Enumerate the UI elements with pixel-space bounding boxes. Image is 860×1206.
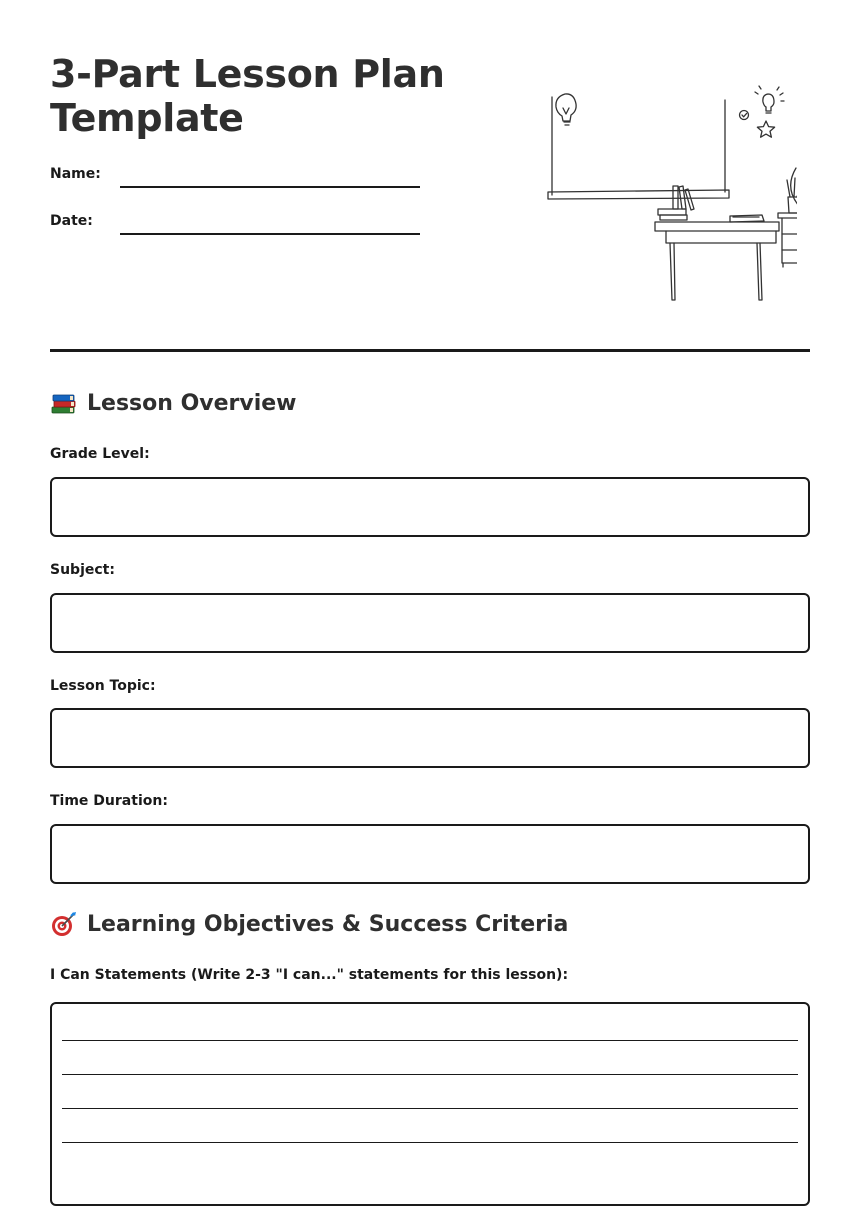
write-line xyxy=(62,1108,798,1109)
write-line xyxy=(62,1142,798,1143)
page-title: 3-Part Lesson Plan Template xyxy=(50,52,445,140)
name-row xyxy=(50,166,420,196)
books-icon xyxy=(50,389,78,417)
subject-input[interactable] xyxy=(50,593,810,653)
name-field[interactable] xyxy=(120,186,420,188)
lesson-overview-heading xyxy=(50,389,297,417)
i-can-statements-label: I Can Statements (Write 2-3 "I can..." statements for this lesson): xyxy=(50,967,569,983)
write-line xyxy=(62,1040,798,1041)
subject-label: Subject: xyxy=(50,562,115,578)
write-line xyxy=(62,1074,798,1075)
time-duration-label: Time Duration: xyxy=(50,793,168,809)
date-field[interactable] xyxy=(120,233,420,235)
i-can-statements-box[interactable] xyxy=(50,1002,810,1206)
lesson-topic-label: Lesson Topic: xyxy=(50,678,156,694)
target-dart-icon xyxy=(50,910,78,938)
date-row xyxy=(50,213,420,243)
lesson-plan-page xyxy=(50,0,810,1161)
grade-level-input[interactable] xyxy=(50,477,810,537)
date-label: Date: xyxy=(50,213,93,229)
lesson-overview-title: Lesson Overview xyxy=(87,390,297,416)
lesson-topic-input[interactable] xyxy=(50,708,810,768)
learning-objectives-title: Learning Objectives & Success Criteria xyxy=(87,911,569,937)
name-label: Name: xyxy=(50,166,101,182)
classroom-desk-illustration-icon xyxy=(545,82,797,304)
grade-level-label: Grade Level: xyxy=(50,446,150,462)
header-divider xyxy=(50,349,810,352)
time-duration-input[interactable] xyxy=(50,824,810,884)
learning-objectives-heading xyxy=(50,910,568,938)
